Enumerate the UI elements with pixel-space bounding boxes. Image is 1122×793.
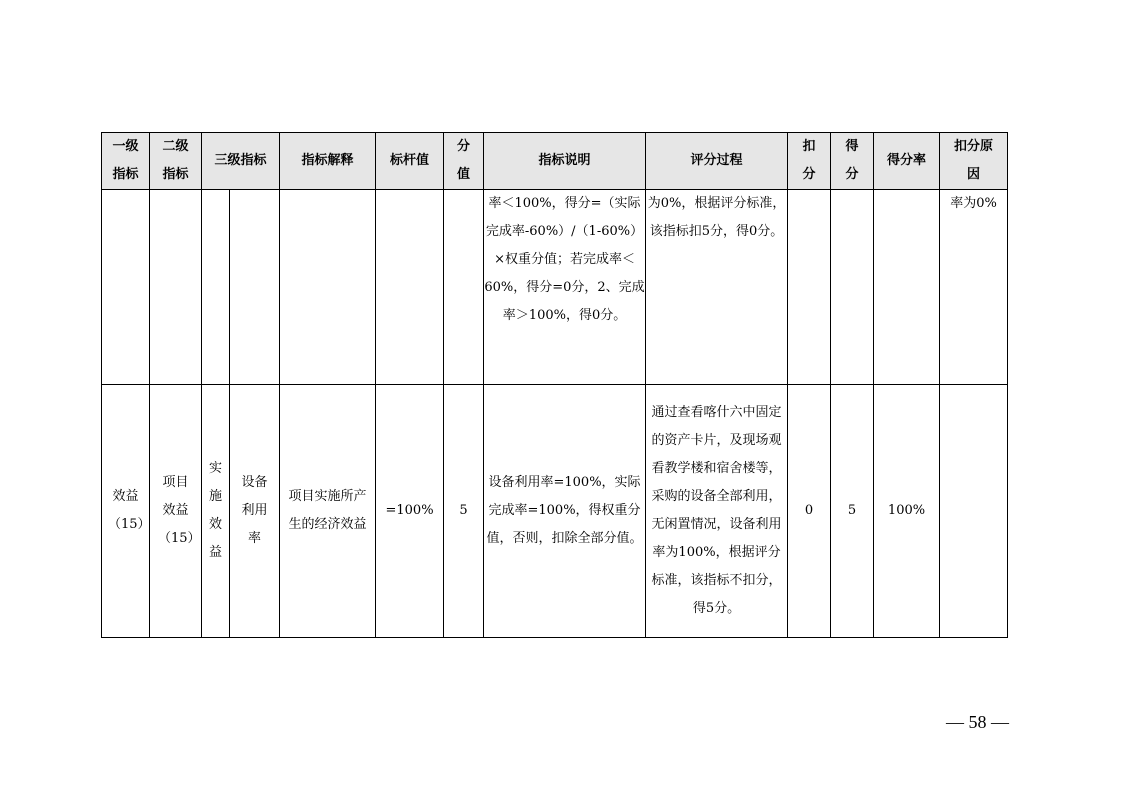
cell-level3-a — [202, 190, 230, 385]
table-row — [102, 385, 1008, 638]
table-header-row — [102, 133, 1008, 190]
cell-score — [444, 190, 484, 385]
cell-level1 — [102, 190, 150, 385]
cell-level3-a: 实施效益 — [202, 385, 230, 638]
cell-level2 — [150, 190, 202, 385]
cell-process: 为0%，根据评分标准，该指标扣5分，得0分。 — [646, 190, 788, 385]
cell-rate — [874, 190, 940, 385]
cell-rate: 100% — [874, 385, 940, 638]
header-score: 分 值 — [444, 133, 484, 190]
header-deduct: 扣 分 — [788, 133, 831, 190]
header-explanation: 指标解释 — [280, 133, 376, 190]
cell-deduct — [788, 190, 831, 385]
header-reason: 扣分原 因 — [940, 133, 1008, 190]
header-benchmark: 标杆值 — [376, 133, 444, 190]
cell-deduct: 0 — [788, 385, 831, 638]
cell-benchmark — [376, 190, 444, 385]
header-level2: 二级 指标 — [150, 133, 202, 190]
cell-process: 通过查看喀什六中固定的资产卡片，及现场观看教学楼和宿舍楼等，采购的设备全部利用，无闲置情况，设备利用率为100%，根据评分标准，该指标不扣分，得5分。 — [646, 385, 788, 638]
cell-reason — [940, 385, 1008, 638]
table-row — [102, 190, 1008, 385]
cell-description: 设备利用率=100%，实际完成率=100%，得权重分值，否则，扣除全部分值。 — [484, 385, 646, 638]
cell-reason: 率为0% — [940, 190, 1008, 385]
cell-level1: 效益（15） — [102, 385, 150, 638]
cell-level2: 项目效益（15） — [150, 385, 202, 638]
header-level3: 三级指标 — [202, 133, 280, 190]
cell-got — [831, 190, 874, 385]
cell-got: 5 — [831, 385, 874, 638]
cell-level3-b: 设备利用率 — [230, 385, 280, 638]
cell-score: 5 — [444, 385, 484, 638]
cell-level3-b — [230, 190, 280, 385]
evaluation-table — [101, 132, 1008, 638]
header-level1: 一级 指标 — [102, 133, 150, 190]
header-description: 指标说明 — [484, 133, 646, 190]
page-number: — 58 — — [946, 712, 1009, 732]
header-rate: 得分率 — [874, 133, 940, 190]
header-process: 评分过程 — [646, 133, 788, 190]
cell-explanation: 项目实施所产生的经济效益 — [280, 385, 376, 638]
cell-explanation — [280, 190, 376, 385]
cell-benchmark: =100% — [376, 385, 444, 638]
cell-description: 率＜100%，得分=（实际完成率-60%）/（1-60%）×权重分值；若完成率＜60%，得分=0分，2、完成率＞100%，得0分。 — [484, 190, 646, 385]
header-got: 得 分 — [831, 133, 874, 190]
